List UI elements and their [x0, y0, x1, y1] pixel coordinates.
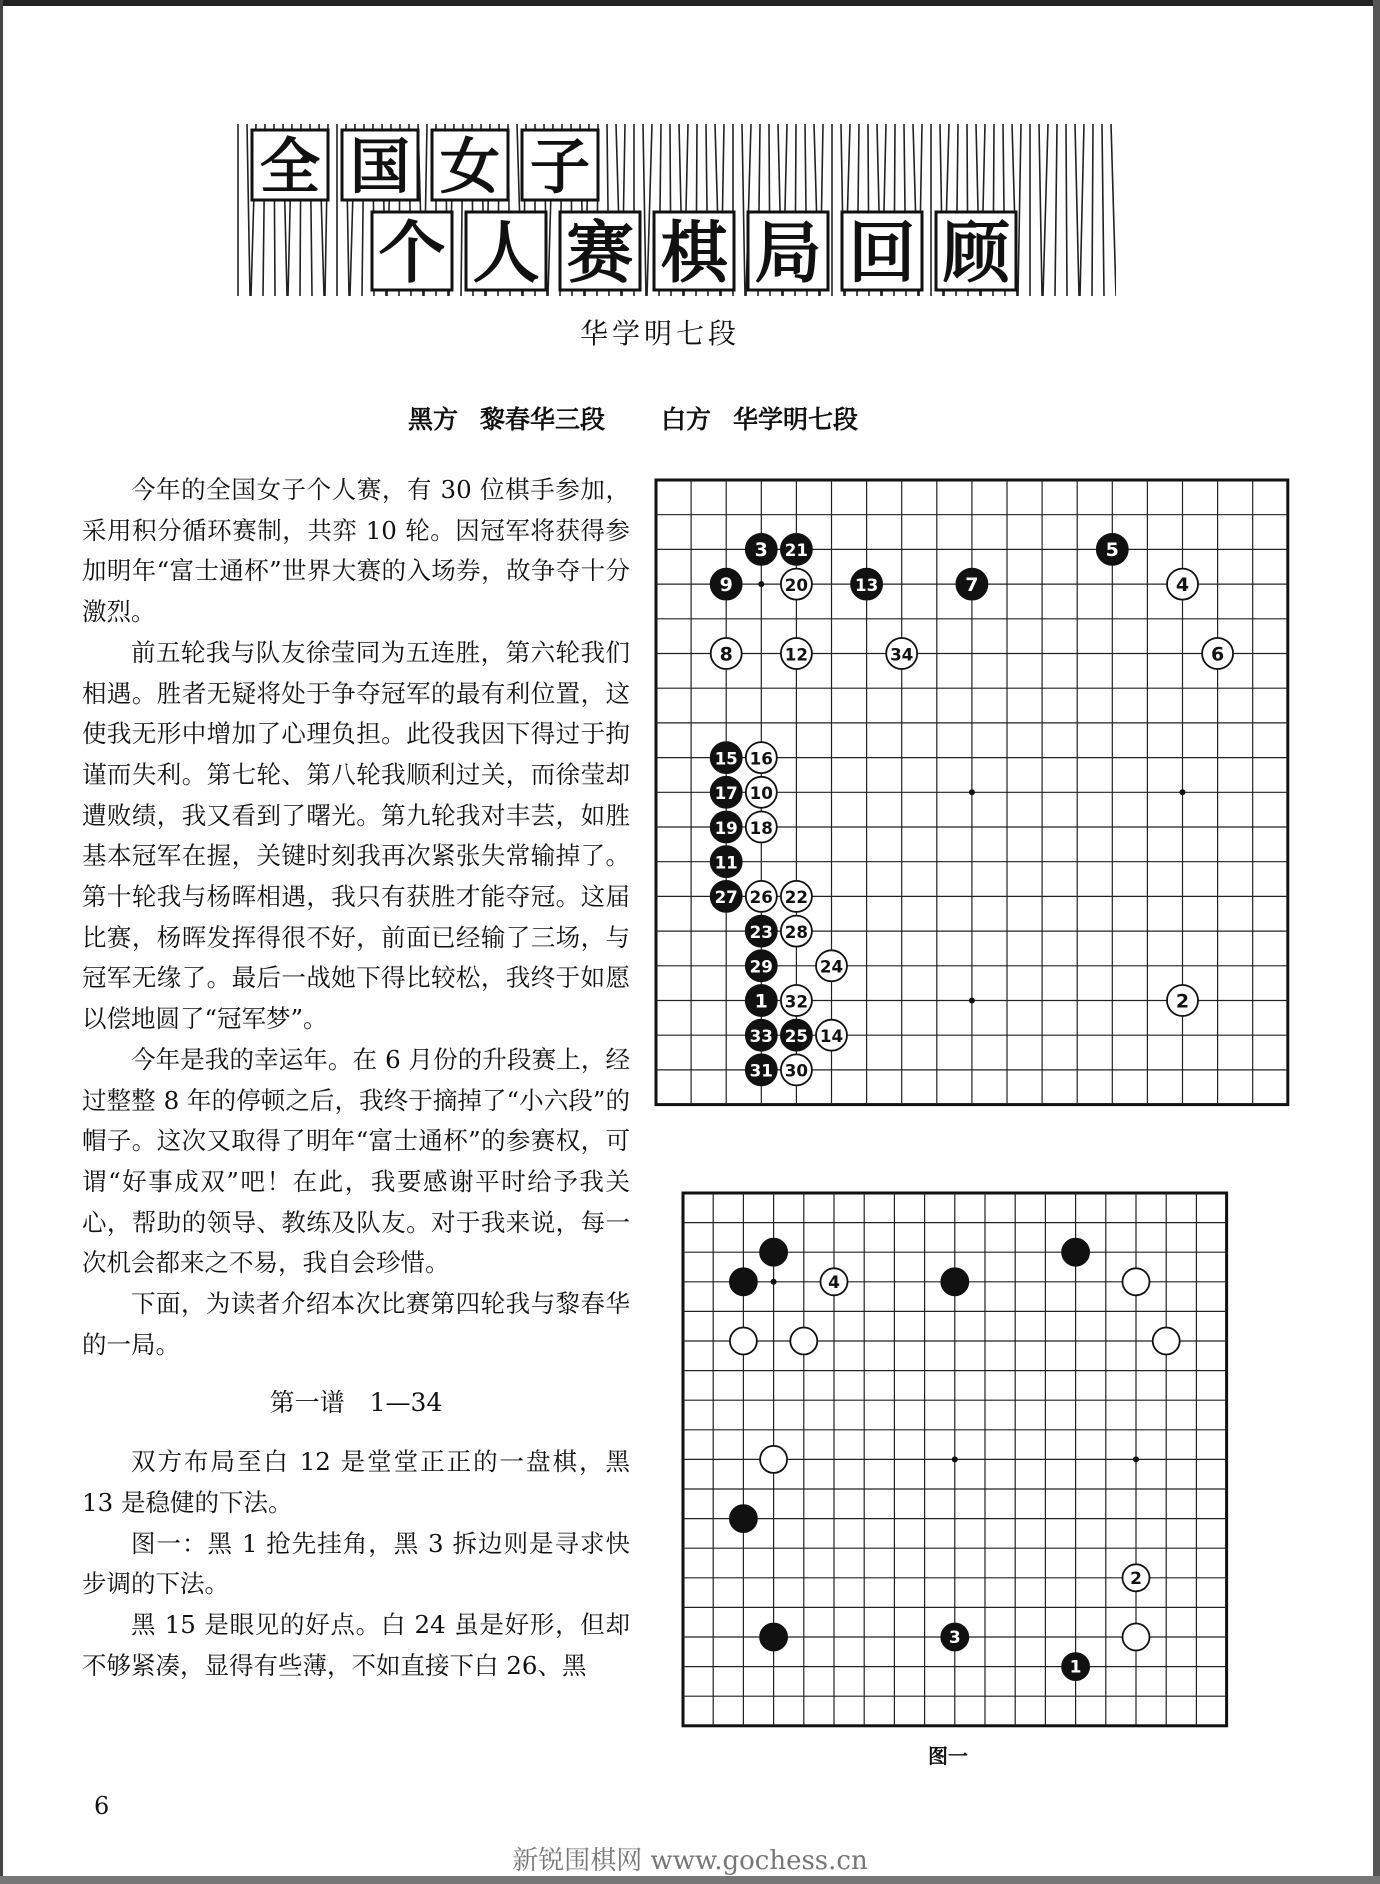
banner-char: 回: [848, 213, 916, 292]
black-stone: [730, 1268, 757, 1295]
move-number: 28: [784, 921, 809, 942]
page-number: 6: [94, 1792, 110, 1820]
black-stone: [1062, 1239, 1089, 1266]
white-stone: [730, 1328, 757, 1355]
paragraph: 图一：黑 1 抢先挂角，黑 3 拆边则是寻求快步调的下法。: [82, 1528, 630, 1599]
move-number: 9: [719, 573, 733, 596]
white-label: 白方: [661, 405, 712, 434]
banner-char: 赛: [566, 213, 634, 292]
move-number: 16: [749, 748, 773, 769]
move-number: 3: [754, 539, 768, 562]
title-banner: [234, 124, 1116, 296]
black-player: 黎春华三段: [480, 405, 606, 434]
banner-char: 棋: [660, 213, 728, 292]
banner-stripe: [1092, 124, 1093, 296]
move-number: 33: [749, 1026, 773, 1047]
banner-char: 全: [259, 132, 321, 203]
move-number: 11: [714, 852, 738, 873]
move-number: 13: [854, 574, 879, 595]
paragraph: 下面，为读者介绍本次比赛第四轮我与黎春华的一局。: [82, 1289, 630, 1359]
white-stone: [1123, 1268, 1150, 1295]
paragraph: 黑 15 是眼见的好点。白 24 虽是好形，但却不够紧凑，显得有些薄，不如直接下白 26、黑: [82, 1609, 630, 1680]
banner-char: 女: [439, 132, 501, 203]
footer-watermark: 新锐围棋网 www.gochess.cn: [512, 1846, 868, 1876]
move-number: 24: [819, 956, 844, 977]
star-point: [771, 1279, 777, 1285]
banner-char: 局: [754, 213, 822, 292]
move-number: 10: [749, 783, 773, 804]
banner-char: 人: [472, 213, 540, 292]
move-number: 12: [784, 644, 809, 665]
white-stone: [1153, 1328, 1180, 1355]
section-title: 第一谱 1—34: [269, 1388, 443, 1418]
black-stone: [941, 1268, 968, 1295]
banner-char: 个: [378, 213, 446, 292]
move-number: 31: [749, 1060, 773, 1081]
move-number: 7: [965, 573, 979, 596]
black-stone: [730, 1505, 757, 1532]
move-number: 1: [754, 990, 768, 1013]
page-frame-top: [0, 0, 1380, 6]
banner-char: 国: [349, 132, 411, 203]
move-number: 8: [719, 643, 733, 666]
go-board-main: [654, 476, 1296, 1108]
move-number: 1: [1069, 1657, 1082, 1678]
move-number: 30: [784, 1060, 809, 1081]
move-number: 19: [714, 817, 738, 838]
move-number: 2: [1130, 1568, 1142, 1589]
white-stone: [760, 1446, 787, 1473]
star-point: [952, 1456, 958, 1462]
move-number: 22: [784, 887, 809, 908]
star-point: [758, 581, 764, 587]
move-number: 23: [749, 921, 773, 942]
black-label: 黑方: [408, 405, 459, 434]
paragraph: 前五轮我与队友徐莹同为五连胜，第六轮我们相遇。胜者无疑将处于争夺冠军的最有利位置，这使我无形中增加了心理负担。此役我因下得过于拘谨而失利。第七轮、第八轮我顺利过关，而徐莹却遭败绩，我又看到了曙光。第九轮我对丰芸，如胜基本冠军在握，关键时刻我再次紧张失常输掉了。第十轮我与杨晖相遇，我只有获胜才能夺冠。这届比赛，杨晖发挥得很不好，前面已经输了三场，与冠军无缘了。最后一战她下得比较松，我终于如愿以偿地圆了“冠军梦”。: [82, 637, 630, 1034]
star-point: [969, 789, 975, 795]
go-board-figure1: [680, 1190, 1230, 1734]
move-number: 4: [828, 1272, 840, 1293]
move-number: 14: [819, 1026, 844, 1047]
white-stone: [790, 1328, 817, 1355]
move-number: 34: [890, 644, 914, 665]
move-number: 25: [784, 1026, 809, 1047]
move-number: 5: [1105, 539, 1119, 562]
banner-stripe: [1066, 124, 1067, 296]
move-number: 18: [749, 817, 773, 838]
banner-char: 子: [529, 132, 591, 203]
move-number: 2: [1175, 990, 1190, 1013]
paragraph: 今年的全国女子个人赛，有 30 位棋手参加，采用积分循环赛制，共弈 10 轮。因冠军将获得参加明年“富士通杯”世界大赛的入场券，故争夺十分激烈。: [82, 475, 630, 627]
paragraph: 双方布局至白 12 是堂堂正正的一盘棋，黑 13 是稳健的下法。: [82, 1447, 630, 1517]
move-number: 3: [948, 1628, 961, 1649]
move-number: 17: [714, 783, 738, 804]
banner-char: 顾: [942, 213, 1010, 292]
page-frame-right: [1373, 0, 1380, 1884]
move-number: 32: [784, 991, 809, 1012]
white-player: 华学明七段: [733, 405, 859, 434]
article-text: [82, 470, 630, 1686]
move-number: 29: [749, 956, 773, 977]
move-number: 15: [714, 748, 738, 769]
star-point: [969, 998, 975, 1004]
players-line: [408, 400, 858, 436]
move-number: 4: [1175, 573, 1190, 596]
paragraph: 今年是我的幸运年。在 6 月份的升段赛上，经过整整 8 年的停顿之后，我终于摘掉了“小六段”的帽子。这次又取得了明年“富士通杯”的参赛权，可谓“好事成双”吧！在此，我要感谢平时给予我关心，帮助的领导、教练及队友。对于我来说，每一次机会都来之不易，我自会珍惜。: [82, 1044, 630, 1278]
author: 华学明七段: [579, 317, 740, 350]
star-point: [1180, 789, 1186, 795]
black-stone: [760, 1239, 787, 1266]
figure-caption: 图一: [928, 1744, 968, 1768]
move-number: 27: [714, 887, 738, 908]
page-frame-left: [0, 0, 3, 1884]
move-number: 26: [749, 887, 773, 908]
move-number: 20: [784, 574, 809, 595]
move-number: 6: [1210, 643, 1225, 666]
move-number: 21: [784, 540, 809, 561]
star-point: [1133, 1456, 1139, 1462]
white-stone: [1123, 1624, 1150, 1651]
page-frame-bottom: [0, 1876, 1380, 1884]
black-stone: [760, 1624, 787, 1651]
